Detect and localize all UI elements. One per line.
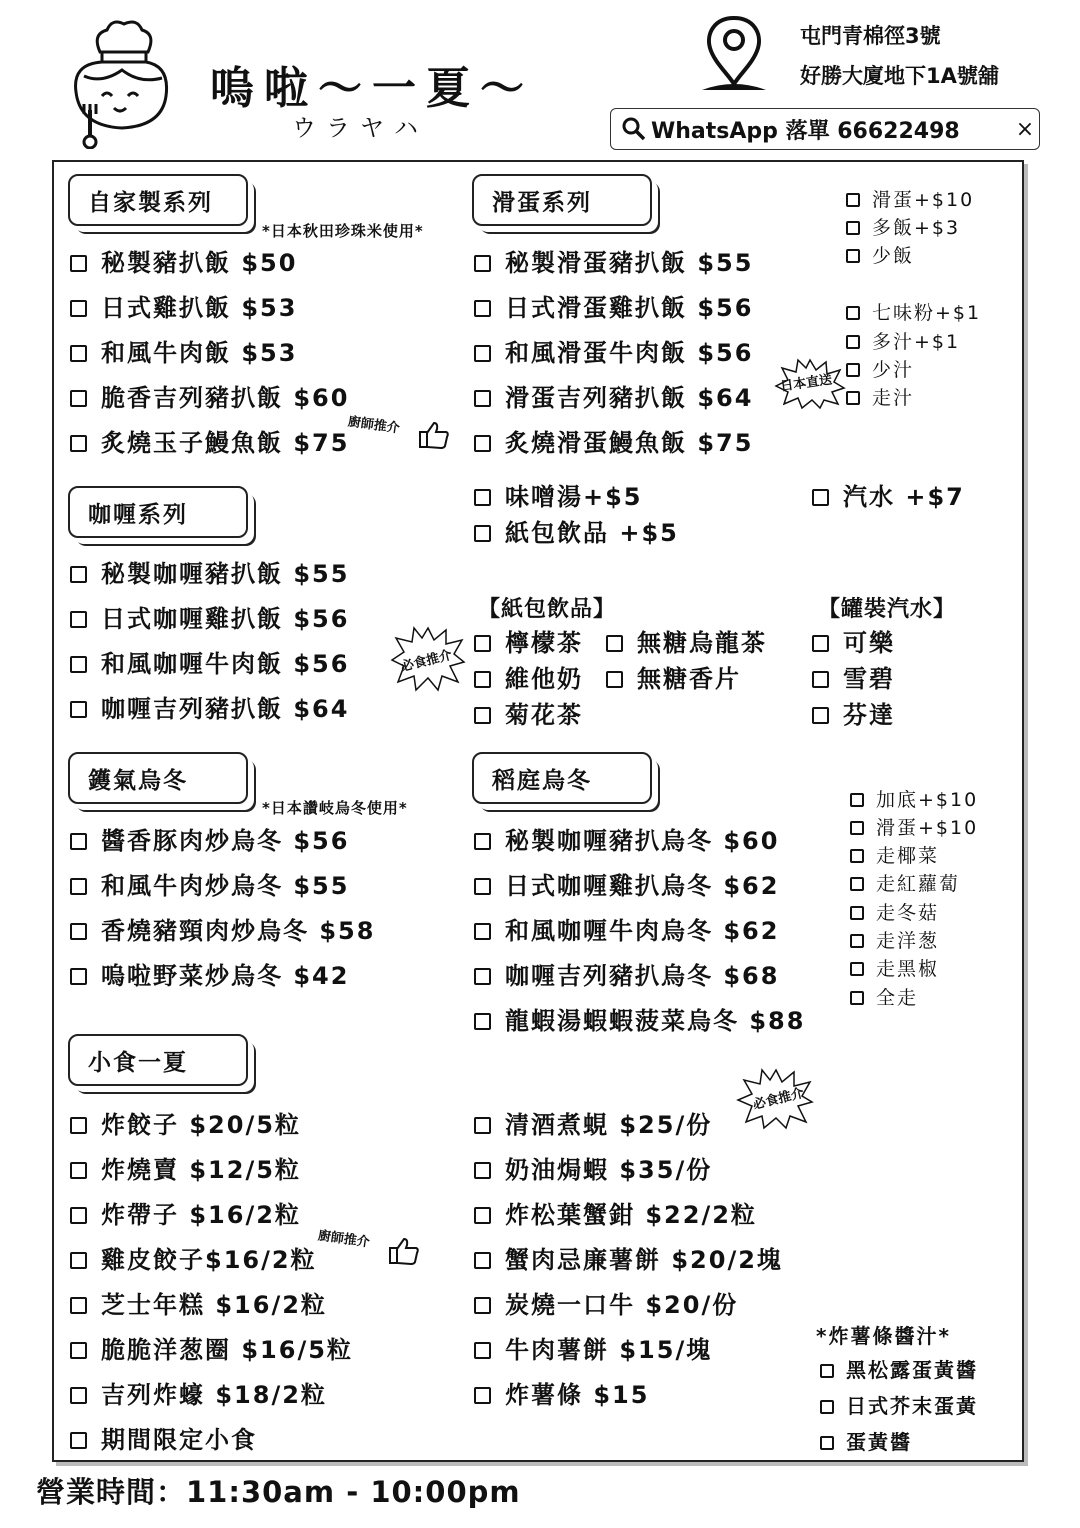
checkbox[interactable] — [70, 968, 87, 985]
page-title: 嗚啦～一夏～ — [210, 63, 534, 114]
menu-item[interactable]: 和風咖喱牛肉烏冬 $62 — [474, 914, 779, 948]
checkbox[interactable] — [820, 1364, 834, 1378]
udon-option[interactable]: 走椰菜 — [850, 842, 939, 870]
drink-item[interactable]: 檸檬茶 — [474, 626, 583, 660]
checkbox[interactable] — [70, 611, 87, 628]
checkbox[interactable] — [474, 300, 491, 317]
location-pin-icon — [696, 14, 772, 94]
chef-recommend-tag: 廚師推介 — [346, 414, 401, 437]
snack-item[interactable]: 清酒煮蜆 $25/份 — [474, 1108, 712, 1142]
search-icon — [621, 116, 647, 142]
section-heading-curry: 咖喱系列 — [68, 486, 248, 538]
snack-item[interactable]: 芝士年糕 $16/2粒 — [70, 1288, 327, 1322]
menu-item[interactable]: 秘製滑蛋豬扒飯 $55 — [474, 246, 753, 280]
checkbox[interactable] — [70, 1342, 87, 1359]
menu-item[interactable]: 日式咖喱雞扒飯 $56 — [70, 602, 349, 636]
addon-item[interactable]: 紙包飲品 +$5 — [474, 516, 679, 550]
checkbox[interactable] — [70, 1207, 87, 1224]
menu-item[interactable]: 秘製豬扒飯 $50 — [70, 246, 297, 280]
checkbox[interactable] — [70, 1252, 87, 1269]
japan-import-tag: 日本直送 — [779, 372, 834, 395]
sauce-option[interactable]: 走汁 — [846, 384, 914, 412]
checkbox[interactable] — [606, 671, 623, 688]
menu-item[interactable]: 香燒豬頸肉炒烏冬 $58 — [70, 914, 375, 948]
sauce-option[interactable]: 黑松露蛋黃醬 — [820, 1356, 978, 1384]
checkbox[interactable] — [850, 962, 864, 976]
chef-logo-icon — [62, 14, 177, 149]
menu-item[interactable]: 醬香豚肉炒烏冬 $56 — [70, 824, 349, 858]
checkbox[interactable] — [474, 1387, 491, 1404]
checkbox[interactable] — [474, 345, 491, 362]
checkbox[interactable] — [812, 635, 829, 652]
checkbox[interactable] — [70, 656, 87, 673]
udon-option[interactable]: 走洋葱 — [850, 927, 939, 955]
menu-item[interactable]: 炙燒玉子鰻魚飯 $75 — [70, 426, 349, 460]
section-heading-wok-udon: 鑊氣烏冬 — [68, 752, 248, 804]
checkbox[interactable] — [474, 390, 491, 407]
drink-item[interactable]: 芬達 — [812, 698, 895, 732]
paper-drinks-heading: 【紙包飲品】 — [478, 597, 617, 622]
drink-item[interactable]: 雪碧 — [812, 662, 895, 696]
checkbox[interactable] — [474, 635, 491, 652]
checkbox[interactable] — [70, 1297, 87, 1314]
drink-item[interactable]: 無糖烏龍茶 — [606, 626, 767, 660]
checkbox[interactable] — [70, 345, 87, 362]
menu-item[interactable]: 秘製咖喱豬扒飯 $55 — [70, 557, 349, 591]
checkbox[interactable] — [846, 335, 860, 349]
menu-item[interactable]: 和風咖喱牛肉飯 $56 — [70, 647, 349, 681]
sauce-option[interactable]: 七味粉+$1 — [846, 299, 981, 327]
checkbox[interactable] — [474, 1162, 491, 1179]
checkbox[interactable] — [850, 906, 864, 920]
checkbox[interactable] — [850, 934, 864, 948]
checkbox[interactable] — [846, 391, 860, 405]
udon-option[interactable]: 全走 — [850, 984, 918, 1012]
snack-item[interactable]: 脆脆洋葱圈 $16/5粒 — [70, 1333, 353, 1367]
checkbox[interactable] — [812, 707, 829, 724]
checkbox[interactable] — [70, 435, 87, 452]
checkbox[interactable] — [474, 255, 491, 272]
must-eat-tag: 必食推介 — [399, 647, 454, 676]
rice-option[interactable]: 多飯+$3 — [846, 214, 960, 242]
snack-item[interactable]: 炸薯條 $15 — [474, 1378, 649, 1412]
checkbox[interactable] — [70, 300, 87, 317]
checkbox[interactable] — [474, 1252, 491, 1269]
checkbox[interactable] — [846, 306, 860, 320]
checkbox[interactable] — [70, 566, 87, 583]
addon-item[interactable]: 汽水 +$7 — [812, 480, 965, 514]
checkbox[interactable] — [70, 923, 87, 940]
checkbox[interactable] — [850, 821, 864, 835]
udon-option[interactable]: 走冬菇 — [850, 899, 939, 927]
menu-item[interactable]: 滑蛋吉列豬扒飯 $64 — [474, 381, 753, 415]
sauce-option[interactable]: 蛋黃醬 — [820, 1428, 912, 1456]
udon-option[interactable]: 加底+$10 — [850, 786, 978, 814]
udon-option[interactable]: 走黑椒 — [850, 955, 939, 983]
checkbox[interactable] — [846, 221, 860, 235]
checkbox[interactable] — [812, 671, 829, 688]
checkbox[interactable] — [846, 193, 860, 207]
checkbox[interactable] — [70, 878, 87, 895]
menu-item[interactable]: 和風滑蛋牛肉飯 $56 — [474, 336, 753, 370]
checkbox[interactable] — [850, 793, 864, 807]
snack-item[interactable]: 奶油焗蝦 $35/份 — [474, 1153, 712, 1187]
menu-item[interactable]: 咖喱吉列豬扒烏冬 $68 — [474, 959, 779, 993]
address-line-2: 好勝大廈地下1A號舖 — [800, 64, 999, 88]
checkbox[interactable] — [846, 249, 860, 263]
fries-sauce-heading: *炸薯條醬汁* — [816, 1324, 951, 1348]
menu-item[interactable]: 炙燒滑蛋鰻魚飯 $75 — [474, 426, 753, 460]
checkbox[interactable] — [820, 1400, 834, 1414]
snack-item[interactable]: 炸松葉蟹鉗 $22/2粒 — [474, 1198, 757, 1232]
snack-item[interactable]: 吉列炸蠔 $18/2粒 — [70, 1378, 327, 1412]
drink-item[interactable]: 可樂 — [812, 626, 895, 660]
checkbox[interactable] — [474, 1117, 491, 1134]
can-drinks-heading: 【罐裝汽水】 — [818, 597, 957, 622]
section-heading-inaniwa-udon: 稻庭烏冬 — [472, 752, 652, 804]
sauce-option[interactable]: 多汁+$1 — [846, 328, 960, 356]
checkbox[interactable] — [474, 878, 491, 895]
udon-option[interactable]: 滑蛋+$10 — [850, 814, 978, 842]
menu-item[interactable]: 嗚啦野菜炒烏冬 $42 — [70, 959, 349, 993]
snack-item[interactable]: 炸帶子 $16/2粒 — [70, 1198, 301, 1232]
menu-item[interactable]: 日式滑蛋雞扒飯 $56 — [474, 291, 753, 325]
drink-item[interactable]: 菊花茶 — [474, 698, 583, 732]
snack-item[interactable]: 期間限定小食 — [70, 1423, 257, 1457]
section-heading-egg: 滑蛋系列 — [472, 174, 652, 226]
chef-recommend-tag: 廚師推介 — [316, 1228, 371, 1251]
page-subtitle: ウラヤハ — [292, 114, 428, 142]
opening-hours: 營業時間：11:30am - 10:00pm — [36, 1475, 521, 1509]
thumbs-up-icon — [388, 1236, 420, 1266]
checkbox[interactable] — [70, 1117, 87, 1134]
menu-item[interactable]: 咖喱吉列豬扒飯 $64 — [70, 692, 349, 726]
udon-option[interactable]: 走紅蘿蔔 — [850, 870, 960, 898]
checkbox[interactable] — [70, 701, 87, 718]
checkbox[interactable] — [474, 435, 491, 452]
udon-note: *日本讚岐烏冬使用* — [262, 799, 408, 817]
whatsapp-search-bar[interactable] — [610, 108, 1040, 150]
checkbox[interactable] — [70, 390, 87, 407]
snack-item[interactable]: 炸燒賣 $12/5粒 — [70, 1153, 301, 1187]
checkbox[interactable] — [474, 1013, 491, 1030]
menu-item[interactable]: 脆香吉列豬扒飯 $60 — [70, 381, 349, 415]
snack-item[interactable]: 炸餃子 $20/5粒 — [70, 1108, 301, 1142]
snack-item[interactable]: 炭燒一口牛 $20/份 — [474, 1288, 738, 1322]
checkbox[interactable] — [820, 1436, 834, 1450]
checkbox[interactable] — [474, 525, 491, 542]
rice-option[interactable]: 少飯 — [846, 242, 914, 270]
rice-option[interactable]: 滑蛋+$10 — [846, 186, 974, 214]
drink-item[interactable]: 維他奶 — [474, 662, 583, 696]
whatsapp-order-text: WhatsApp 落單 66622498 — [651, 118, 960, 144]
thumbs-up-icon — [418, 420, 450, 450]
menu-item[interactable]: 龍蝦湯蝦蝦菠菜烏冬 $88 — [474, 1004, 805, 1038]
drink-item[interactable]: 無糖香片 — [606, 662, 741, 696]
sauce-option[interactable]: 日式芥末蛋黃 — [820, 1392, 978, 1420]
checkbox[interactable] — [474, 671, 491, 688]
must-eat-tag: 必食推介 — [751, 1085, 806, 1114]
close-icon[interactable]: × — [1015, 116, 1035, 142]
checkbox[interactable] — [70, 1162, 87, 1179]
menu-item[interactable]: 和風牛肉炒烏冬 $55 — [70, 869, 349, 903]
checkbox[interactable] — [850, 991, 864, 1005]
address-line-1: 屯門青棉徑3號 — [800, 24, 941, 48]
checkbox[interactable] — [70, 255, 87, 272]
sauce-option[interactable]: 少汁 — [846, 356, 914, 384]
checkbox[interactable] — [70, 833, 87, 850]
checkbox[interactable] — [474, 923, 491, 940]
section-heading-snacks: 小食一夏 — [68, 1034, 248, 1086]
checkbox[interactable] — [70, 1432, 87, 1449]
checkbox[interactable] — [850, 877, 864, 891]
checkbox[interactable] — [474, 1207, 491, 1224]
checkbox[interactable] — [474, 707, 491, 724]
checkbox[interactable] — [474, 1297, 491, 1314]
checkbox[interactable] — [474, 833, 491, 850]
menu-item[interactable]: 秘製咖喱豬扒烏冬 $60 — [474, 824, 779, 858]
checkbox[interactable] — [812, 489, 829, 506]
checkbox[interactable] — [606, 635, 623, 652]
menu-item[interactable]: 和風牛肉飯 $53 — [70, 336, 297, 370]
checkbox[interactable] — [70, 1387, 87, 1404]
checkbox[interactable] — [474, 968, 491, 985]
snack-item[interactable]: 蟹肉忌廉薯餅 $20/2塊 — [474, 1243, 783, 1277]
snack-item[interactable]: 牛肉薯餅 $15/塊 — [474, 1333, 712, 1367]
snack-item[interactable]: 雞皮餃子$16/2粒 — [70, 1243, 317, 1277]
checkbox[interactable] — [474, 489, 491, 506]
rice-note: *日本秋田珍珠米使用* — [262, 222, 424, 240]
addon-item[interactable]: 味噌湯+$5 — [474, 480, 643, 514]
section-heading-home: 自家製系列 — [68, 174, 248, 226]
checkbox[interactable] — [846, 363, 860, 377]
menu-item[interactable]: 日式咖喱雞扒烏冬 $62 — [474, 869, 779, 903]
checkbox[interactable] — [474, 1342, 491, 1359]
menu-item[interactable]: 日式雞扒飯 $53 — [70, 291, 297, 325]
checkbox[interactable] — [850, 849, 864, 863]
